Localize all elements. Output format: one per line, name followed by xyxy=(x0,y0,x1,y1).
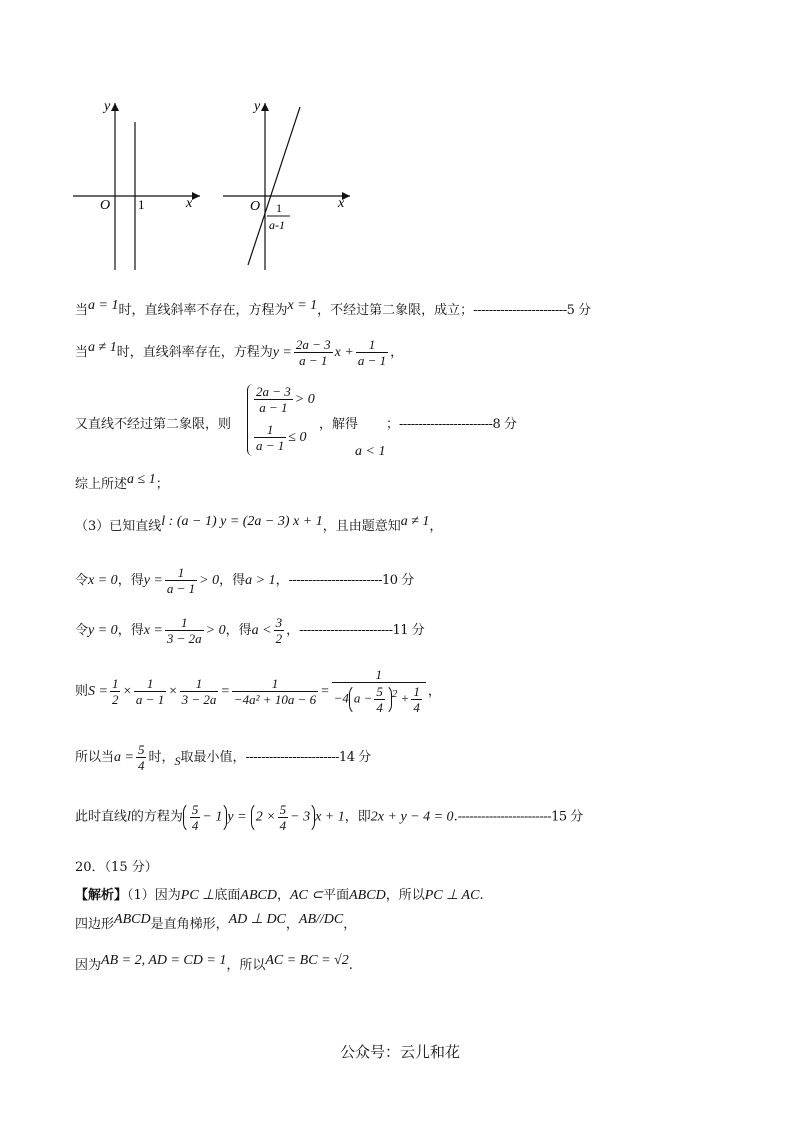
graph2-y-label: y xyxy=(254,99,261,114)
graph1-y-label: y xyxy=(104,99,111,114)
solution-a-lt-1: a < 1 xyxy=(355,444,386,459)
line-minimum: 所以当a = $\frac{5}{4}$ 时，S取最小值，------------------------14 分 xyxy=(75,742,371,773)
footer-watermark: 公众号：云儿和花 xyxy=(339,1043,460,1061)
line-analysis-2: 四边形ABCD是直角梯形，AD ⊥ DC，AB//DC， xyxy=(75,912,357,932)
graph2-frac-denominator: a-1 xyxy=(269,218,285,232)
system-row-1: $\frac{2a - 3}{a - 1}$ > 0 xyxy=(256,384,315,415)
graph1-one-label: 1 xyxy=(138,197,145,212)
graph2-x-label: x xyxy=(338,196,345,211)
line-analysis-3: 因为AB = 2, AD = CD = 1，所以AC = BC = √2. xyxy=(75,953,353,973)
graph-sloped-line xyxy=(220,95,355,275)
line-conclusion: 综上所述a ≤ 1； xyxy=(75,472,169,492)
line-system-text: 又直线不经过第二象限，则 xyxy=(75,417,232,432)
graph2-frac-numerator: 1 xyxy=(276,201,282,215)
score-10: ------------------------10 分 xyxy=(288,573,414,588)
score-15: ------------------------15 分 xyxy=(457,809,583,825)
line-final-equation: 此时直线l的方程为 $\frac{5}{4}$ − 1 y = 2 × $\frac{5}{4}$ − 3 x + 1，即2x + y − 4 = 0.------------------------15 分 xyxy=(75,802,583,833)
graph1-origin-label: O xyxy=(100,198,111,213)
graph1-x-label: x xyxy=(186,196,193,211)
fraction: $\frac{1}{a - 1}$ xyxy=(357,337,387,368)
line-analysis-1: 【解析】（1）因为PC ⊥底面ABCD，AC ⊂平面ABCD，所以PC ⊥ AC. xyxy=(75,888,484,903)
line-system-solve: ，解得 ；------------------------8 分 xyxy=(319,417,517,432)
question-20-heading: 20．（15 分） xyxy=(75,860,158,875)
line-case-a-not-1: 当a ≠ 1时，直线斜率存在，方程为y = $\frac{2a - 3}{a - 1}$ x + $\frac{1}{a - 1}$ ， xyxy=(75,337,404,368)
line-case-a-equals-1: 当a = 1时，直线斜率不存在，方程为x = 1，不经过第二象限，成立；------------------------5 分 xyxy=(75,298,591,318)
complex-fraction: 1 −4 a − $\frac{5}{4}$ $^2$ + $\frac{1}{4}$ xyxy=(332,668,426,715)
fraction: $\frac{2a - 3}{a - 1}$ xyxy=(295,337,331,368)
system-row-2: $\frac{1}{a - 1}$ ≤ 0 xyxy=(256,422,307,453)
line-let-x-0: 令x = 0，得y = $\frac{1}{a - 1}$ > 0，得a > 1，------------------------10 分 xyxy=(75,565,414,596)
score-8: ------------------------8 分 xyxy=(399,417,517,432)
score-5: ------------------------5 分 xyxy=(473,303,591,318)
line-part-3: （3）已知直线l : (a − 1) y = (2a − 3) x + 1，且由题意知a ≠ 1， xyxy=(75,514,443,534)
graph2-origin-label: O xyxy=(250,199,261,214)
score-11: ------------------------11 分 xyxy=(299,623,425,638)
line-let-y-0: 令y = 0，得x = $\frac{1}{3 - 2a}$ > 0，得a < $\frac{3}{2}$ ，------------------------11 分 xyxy=(75,615,425,646)
graph-vertical-line xyxy=(70,95,205,275)
line-area-S: 则S = $\frac{1}{2}$ × $\frac{1}{a - 1}$ × $\frac{1}{3 - 2a}$ = $\frac{1}{\text{−4a² + 10a − 6}}$ = 1 −4 a − $\frac{5}{4}$ $^2$ + $\frac{1}{4}$ ， xyxy=(75,667,441,715)
score-14: ------------------------14 分 xyxy=(245,750,371,765)
